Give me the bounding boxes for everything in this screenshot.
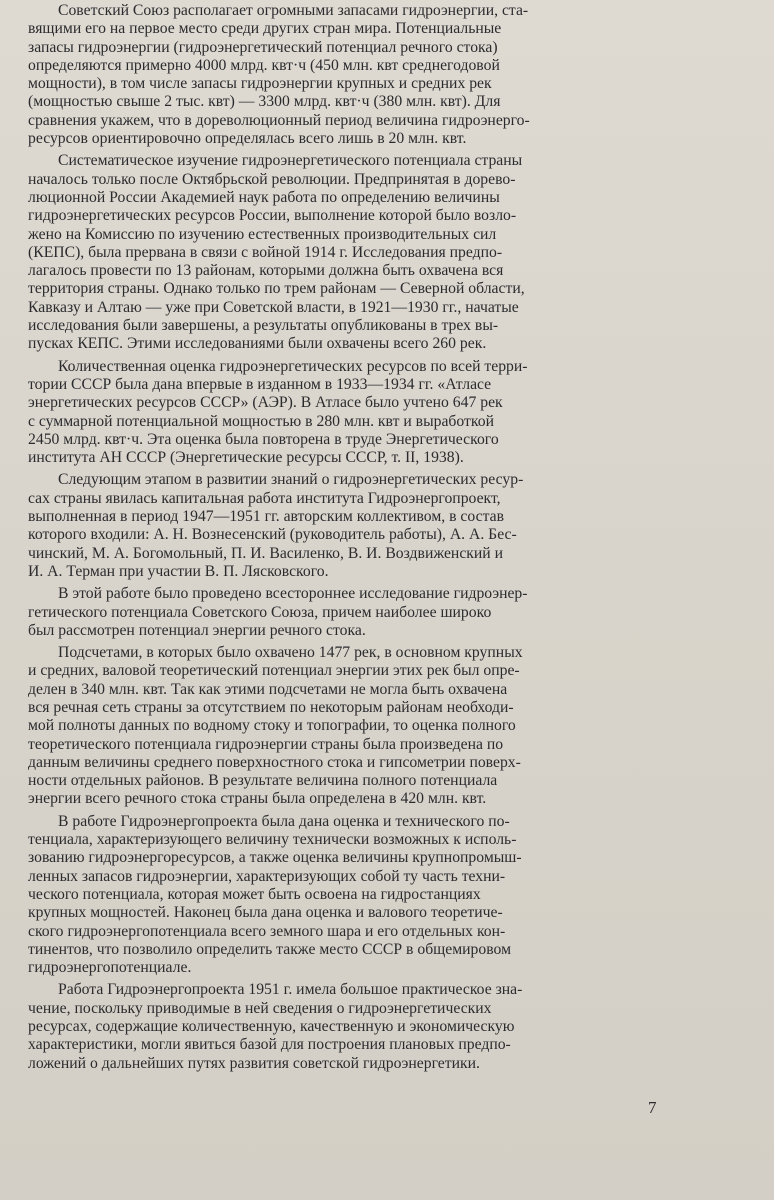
text-line: которого входили: А. Н. Вознесенский (руководитель работы), А. А. Бес-	[28, 526, 517, 544]
text-line: В работе Гидроэнергопроекта была дана оценка и технического по-	[58, 812, 510, 830]
text-line: с суммарной потенциальной мощностью в 280 млн. квт и выработкой	[28, 412, 494, 430]
text-line: Систематическое изучение гидроэнергетического потенциала страны	[58, 152, 523, 170]
text-line: чение, поскольку приводимые в ней сведения о гидроэнергетических	[28, 999, 492, 1017]
paragraph	[28, 471, 676, 581]
text-line: 2450 млрд. квт·ч. Эта оценка была повторена в труде Энергетического	[28, 430, 499, 448]
text-line: территория страны. Однако только по трем районам — Северной области,	[28, 280, 525, 298]
page-number: 7	[648, 1098, 657, 1117]
text-line: В этой работе было проведено всестороннее исследование гидроэнер-	[58, 585, 528, 603]
text-line: крупных мощностей. Наконец была дана оценка и валового теоретиче-	[28, 904, 503, 922]
text-line: ресурсов ориентировочно определялась всего лишь в 20 млн. квт.	[28, 130, 467, 148]
text-line: началось только после Октябрьской революции. Предпринятая в дорево-	[28, 170, 516, 188]
text-line: характеристики, могли явиться базой для построения плановых предпо-	[28, 1036, 511, 1054]
text-line: тории СССР была дана впервые в изданном в 1933—1934 гг. «Атласе	[28, 375, 492, 393]
text-line: ресурсах, содержащие количественную, качественную и экономическую	[28, 1018, 515, 1036]
text-line: вящими его на первое место среди других стран мира. Потенциальные	[28, 20, 502, 38]
text-line: гидроэнергопотенциале.	[28, 959, 192, 977]
text-line: лагалось провести по 13 районам, которыми должна быть охвачена вся	[28, 262, 504, 280]
text-line: мощности), в том числе запасы гидроэнергии крупных и средних рек	[28, 75, 492, 93]
text-line: Кавказу и Алтаю — уже при Советской власти, в 1921—1930 гг., начатые	[28, 298, 519, 316]
text-line: ческого потенциала, которая может быть освоена на гидростанциях	[28, 885, 481, 903]
text-line: института АН СССР (Энергетические ресурсы СССР, т. II, 1938).	[28, 449, 464, 467]
text-line: ленных запасов гидроэнергии, характеризующих собой ту часть техни-	[28, 867, 506, 885]
paragraph	[28, 152, 676, 353]
text-line: энергии всего речного стока страны была определена в 420 млн. квт.	[28, 790, 487, 808]
text-line: И. А. Терман при участии В. П. Лясковского.	[28, 562, 329, 580]
text-line: делен в 340 млн. квт. Так как этими подсчетами не могла быть охвачена	[28, 680, 508, 698]
text-line: Подсчетами, в которых было охвачено 1477 рек, в основном крупных	[58, 644, 523, 662]
text-line: данным величины среднего поверхностного стока и гипсометрии поверх-	[28, 753, 521, 771]
paragraph	[28, 813, 676, 978]
text-line: гетического потенциала Советского Союза, причем наиболее широко	[28, 603, 492, 621]
text-line: (мощностью свыше 2 тыс. квт) — 3300 млрд. квт·ч (380 млн. квт). Для	[28, 93, 501, 111]
text-line: Количественная оценка гидроэнергетических ресурсов по всей терри-	[58, 357, 528, 375]
text-line: и средних, валовой теоретический потенциал энергии этих рек был опре-	[28, 662, 520, 680]
body-text	[28, 2, 676, 1077]
text-line: ского гидроэнергопотенциала всего земного шара и его отдельных кон-	[28, 922, 506, 940]
text-line: ложений о дальнейших путях развития советской гидроэнергетики.	[28, 1054, 480, 1072]
paragraph	[28, 981, 676, 1072]
text-line: теоретического потенциала гидроэнергии страны была произведена по	[28, 735, 504, 753]
text-line: вся речная сеть страны за отсутствием по некоторым районам необходи-	[28, 698, 514, 716]
text-line: мой полноты данных по водному стоку и топографии, то оценка полного	[28, 717, 516, 735]
text-line: жено на Комиссию по изучению естественных производительных сил	[28, 225, 497, 243]
paragraph	[28, 358, 676, 468]
text-line: (КЕПС), была прервана в связи с войной 1914 г. Исследования предпо-	[28, 243, 503, 261]
paragraph	[28, 2, 676, 148]
text-line: ности отдельных районов. В результате величина полного потенциала	[28, 772, 498, 790]
text-line: тенциала, характеризующего величину технически возможных к исполь-	[28, 831, 517, 849]
text-line: зованию гидроэнергоресурсов, а также оценка величины крупнопромыш-	[28, 849, 522, 867]
text-line: чинский, М. А. Богомольный, П. И. Василенко, В. И. Воздвиженский и	[28, 544, 504, 562]
text-line: Следующим этапом в развитии знаний о гидроэнергетических ресур-	[58, 471, 524, 489]
text-line: исследования были завершены, а результаты опубликованы в трех вы-	[28, 317, 499, 335]
text-line: пусках КЕПС. Этими исследованиями были охвачены всего 260 рек.	[28, 335, 487, 353]
text-line: энергетических ресурсов СССР» (АЭР). В Атласе было учтено 647 рек	[28, 394, 503, 412]
text-line: сравнения укажем, что в дореволюционный период величина гидроэнерго-	[28, 111, 530, 129]
text-line: запасы гидроэнергии (гидроэнергетический потенциал речного стока)	[28, 38, 498, 56]
text-line: Работа Гидроэнергопроекта 1951 г. имела большое практическое зна-	[58, 981, 523, 999]
text-line: тинентов, что позволило определить также место СССР в общемировом	[28, 940, 512, 958]
text-line: определяются примерно 4000 млрд. квт·ч (450 млн. квт среднегодовой	[28, 56, 500, 74]
text-line: Советский Союз располагает огромными запасами гидроэнергии, ста-	[58, 2, 529, 19]
text-line: люционной России Академией наук работа по определению величины	[28, 188, 500, 206]
paragraph	[28, 585, 676, 640]
text-line: выполненная в период 1947—1951 гг. авторским коллективом, в состав	[28, 508, 504, 526]
text-line: гидроэнергетических ресурсов России, выполнение которой было возло-	[28, 207, 517, 225]
text-line: был рассмотрен потенциал энергии речного стока.	[28, 621, 366, 639]
text-line: сах страны явилась капитальная работа института Гидроэнергопроект,	[28, 489, 501, 507]
paragraph	[28, 644, 676, 809]
